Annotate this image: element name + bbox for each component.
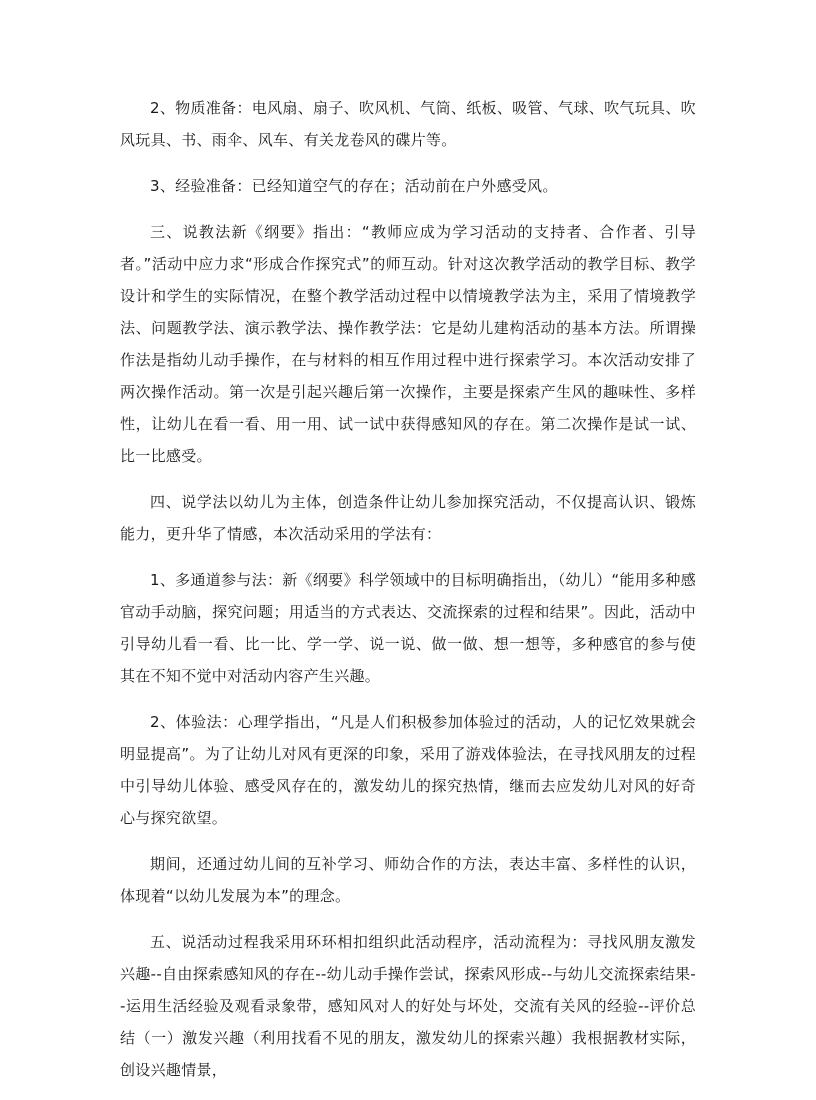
paragraph-multi-channel-method: 1、多通道参与法：新《纲要》科学领域中的目标明确指出，（幼儿）“能用多种感官动手动脑，探究问题；用适当的方式表达、交流探索的过程和结果”。因此，活动中引导幼儿看一看、比一比、学一学、说一说、做一做、想一想等，多种感官的参与使其在不知不觉中对活动内容产生兴趣。 xyxy=(120,571,696,685)
paragraph-experience-method: 2、体验法：心理学指出，“凡是人们积极参加体验过的活动，人的记忆效果就会明显提高”。为了让幼儿对风有更深的印象，采用了游戏体验法，在寻找风朋友的过程中引导幼儿体验、感受风存在的，激发幼儿的探究热情，继而去应发幼儿对风的好奇心与探究欲望。 xyxy=(120,713,696,827)
paragraph-activity-process: 五、说活动过程我采用环环相扣组织此活动程序，活动流程为：寻找风朋友激发兴趣--自由探索感知风的存在--幼儿动手操作尝试，探索风形成--与幼儿交流探索结果--运用生活经验及观看录象带，感知风对人的好处与坏处，交流有关风的经验--评价总结（一）激发兴趣（利用找看不见的朋友，激发幼儿的探索兴趣）我根据教材实际，创设兴趣情景， xyxy=(120,933,696,1079)
paragraph-learning-methods: 四、说学法以幼儿为主体，创造条件让幼儿参加探究活动，不仅提高认识、锻炼能力，更升华了情感，本次活动采用的学法有： xyxy=(120,493,696,543)
paragraph-teaching-methods: 三、说教法新《纲要》指出：“教师应成为学习活动的支持者、合作者、引导者。”活动中应力求“形成合作探究式”的师互动。针对这次教学活动的教学目标、教学设计和学生的实际情况，在整个教学活动过程中以情境教学法为主，采用了情境教学法、问题教学法、演示教学法、操作教学法：它是幼儿建构活动的基本方法。所谓操作法是指幼儿动手操作，在与材料的相互作用过程中进行探索学习。本次活动安排了两次操作活动。第一次是引起兴趣后第一次操作，主要是探索产生风的趣味性、多样性，让幼儿在看一看、用一用、试一试中获得感知风的存在。第二次操作是试一试、比一比感受。 xyxy=(120,223,696,465)
paragraph-material-preparation: 2、物质准备：电风扇、扇子、吹风机、气筒、纸板、吸管、气球、吹气玩具、吹风玩具、书、雨伞、风车、有关龙卷风的碟片等。 xyxy=(120,99,696,149)
paragraph-experience-preparation: 3、经验准备：已经知道空气的存在；活动前在户外感受风。 xyxy=(150,177,558,195)
document-body xyxy=(120,92,696,1100)
paragraph-cooperative-learning: 期间，还通过幼儿间的互补学习、师幼合作的方法，表达丰富、多样性的认识，体现着“以幼儿发展为本”的理念。 xyxy=(120,855,696,905)
